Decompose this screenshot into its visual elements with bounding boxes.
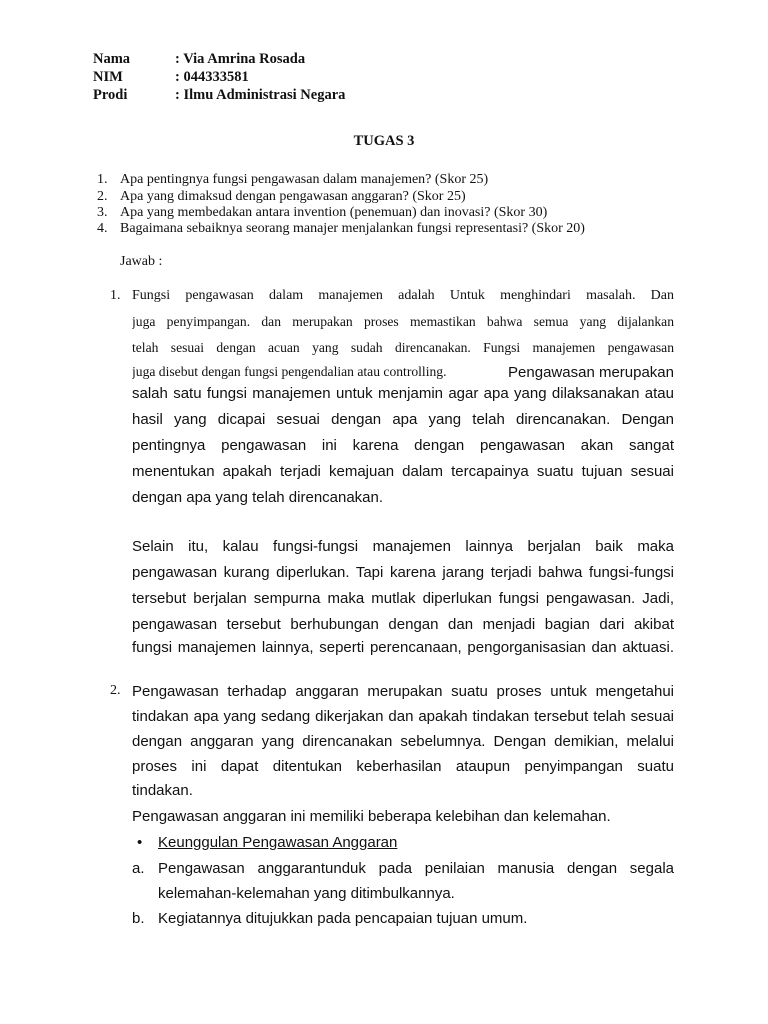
item-line: Kegiatannya ditujukkan pada pencapaian tujuan umum. [158, 910, 528, 927]
answer-line: tindakan apa yang sedang dikerjakan dan apakah tindakan tersebut telah sesuai [132, 708, 674, 725]
question-number: 1. [97, 172, 108, 187]
answer-line: fungsi manajemen lainnya, seperti perencanaan, pengorganisasian dan aktuasi. [132, 639, 674, 656]
answer-line: salah satu fungsi manajemen untuk menjamin agar apa yang dilaksanakan atau [132, 385, 674, 402]
question-text: Bagaimana sebaiknya seorang manajer menjalankan fungsi representasi? (Skor 20) [120, 221, 585, 236]
header-key: Prodi [93, 87, 128, 103]
header-value: : 044333581 [175, 69, 249, 85]
bullet-icon: • [137, 834, 143, 851]
answer-line: hasil yang dicapai sesuai dengan apa yang telah direncanakan. Dengan [132, 411, 674, 428]
header-value: : Ilmu Administrasi Negara [175, 87, 346, 103]
answer-line-mixed [132, 364, 674, 381]
question-text: Apa yang membedakan antara invention (penemuan) dan inovasi? (Skor 30) [120, 205, 548, 220]
item-marker: b. [132, 910, 145, 927]
answer-line-serif: juga disebut dengan fungsi pengendalian atau controlling. [132, 364, 447, 379]
question-number: 3. [97, 205, 108, 220]
answer-line: juga penyimpangan. dan merupakan proses memastikan bahwa semua yang dijalankan [132, 314, 674, 329]
answer-line: proses ini dapat ditentukan keberhasilan ataupun penyimpangan suatu [132, 758, 674, 775]
question-number: 4. [97, 221, 108, 236]
answer-intro: Pengawasan anggaran ini memiliki beberapa kelebihan dan kelemahan. [132, 808, 611, 825]
bullet-heading [158, 834, 674, 851]
header-value: : Via Amrina Rosada [175, 51, 306, 67]
answer-line: pengawasan kurang diperlukan. Tapi karena jarang terjadi bahwa fungsi-fungsi [132, 564, 674, 581]
answer-line: Pengawasan terhadap anggaran merupakan suatu proses untuk mengetahui [132, 683, 674, 700]
answer-number: 2. [110, 683, 121, 698]
answer-line: Selain itu, kalau fungsi-fungsi manajemen lainnya berjalan baik maka [132, 538, 674, 555]
answer-line-sans: Pengawasan merupakan [508, 364, 674, 381]
answer-line: telah sesuai dengan acuan yang sudah direncanakan. Fungsi manajemen pengawasan [132, 340, 674, 355]
answer-number: 1. [110, 288, 121, 303]
answer-line: tindakan. [132, 782, 193, 799]
item-line: kelemahan-kelemahan yang ditimbulkannya. [158, 885, 455, 902]
header-key: Nama [93, 51, 131, 67]
answer-line: pengawasan tersebut berhubungan dengan dan menjadi bagian dari akibat [132, 616, 674, 633]
question-number: 2. [97, 189, 108, 204]
answer-label: Jawab : [120, 254, 163, 269]
header-key: NIM [93, 69, 123, 85]
item-line: Pengawasan anggarantunduk pada penilaian manusia dengan segala [158, 860, 674, 877]
question-text: Apa pentingnya fungsi pengawasan dalam manajemen? (Skor 25) [120, 172, 489, 187]
item-marker: a. [132, 860, 145, 877]
bullet-heading-text: Keunggulan Pengawasan Anggaran [158, 834, 398, 851]
answer-line: menentukan apakah terjadi kemajuan dalam tercapainya suatu tujuan sesuai [132, 463, 674, 480]
answer-line: pentingnya pengawasan ini karena dengan pengawasan akan sangat [132, 437, 674, 454]
answer-line: dengan anggaran yang direncanakan sebelumnya. Dengan demikian, melalui [132, 733, 674, 750]
answer-line: tersebut berjalan sempurna maka mutlak diperlukan fungsi pengawasan. Jadi, [132, 590, 674, 607]
question-text: Apa yang dimaksud dengan pengawasan anggaran? (Skor 25) [120, 189, 466, 204]
answer-line: dengan apa yang telah direncanakan. [132, 489, 384, 506]
document-title: TUGAS 3 [353, 133, 415, 149]
answer-line: Fungsi pengawasan dalam manajemen adalah Untuk menghindari masalah. Dan [132, 288, 674, 303]
